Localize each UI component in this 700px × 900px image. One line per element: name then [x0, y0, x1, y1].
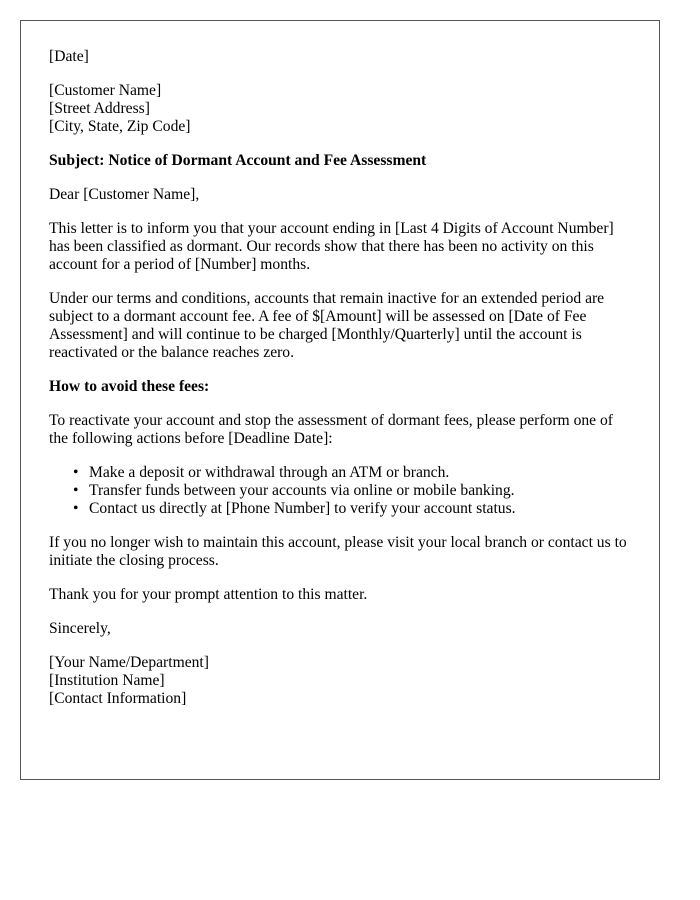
list-item-text: Make a deposit or withdrawal through an ATM or branch. [89, 464, 450, 481]
letter-page [20, 20, 660, 780]
signature-contact: [Contact Information] [49, 690, 187, 707]
paragraph-instructions: To reactivate your account and stop the assessment of dormant fees, please perform one of the following actions before [Deadline Date]: [49, 412, 613, 447]
bullet-icon: • [73, 500, 79, 517]
signature-name: [Your Name/Department] [49, 654, 209, 671]
closing: Sincerely, [49, 620, 111, 637]
paragraph-intro: This letter is to inform you that your account ending in [Last 4 Digits of Account Number] has been classified as dormant. Our records show that there has been no activity on this account for a period of [Number] months. [49, 220, 614, 273]
list-item-text: Transfer funds between your accounts via online or mobile banking. [89, 482, 515, 499]
paragraph-thanks: Thank you for your prompt attention to this matter. [49, 586, 368, 603]
action-list [49, 464, 631, 518]
paragraph-closing-account: If you no longer wish to maintain this account, please visit your local branch or contact us to initiate the closing process. [49, 534, 627, 569]
section-heading: How to avoid these fees: [49, 378, 210, 395]
paragraph-fee: Under our terms and conditions, accounts that remain inactive for an extended period are subject to a dormant account fee. A fee of $[Amount] will be assessed on [Date of Fee Assessment] and will continue to be charged [Monthly/Quarterly] until the account is reactivated or the balance reaches zero. [49, 290, 605, 361]
list-item [73, 500, 631, 518]
bullet-icon: • [73, 482, 79, 499]
list-item [73, 482, 631, 500]
recipient-address [49, 82, 631, 136]
letter-date: [Date] [49, 48, 89, 65]
recipient-name: [Customer Name] [49, 82, 162, 99]
signature-block [49, 654, 631, 708]
signature-institution: [Institution Name] [49, 672, 165, 689]
list-item [73, 464, 631, 482]
bullet-icon: • [73, 464, 79, 481]
recipient-street: [Street Address] [49, 100, 150, 117]
recipient-city: [City, State, Zip Code] [49, 118, 191, 135]
salutation: Dear [Customer Name], [49, 186, 200, 203]
letter-subject: Subject: Notice of Dormant Account and Fee Assessment [49, 152, 427, 169]
list-item-text: Contact us directly at [Phone Number] to verify your account status. [89, 500, 516, 517]
